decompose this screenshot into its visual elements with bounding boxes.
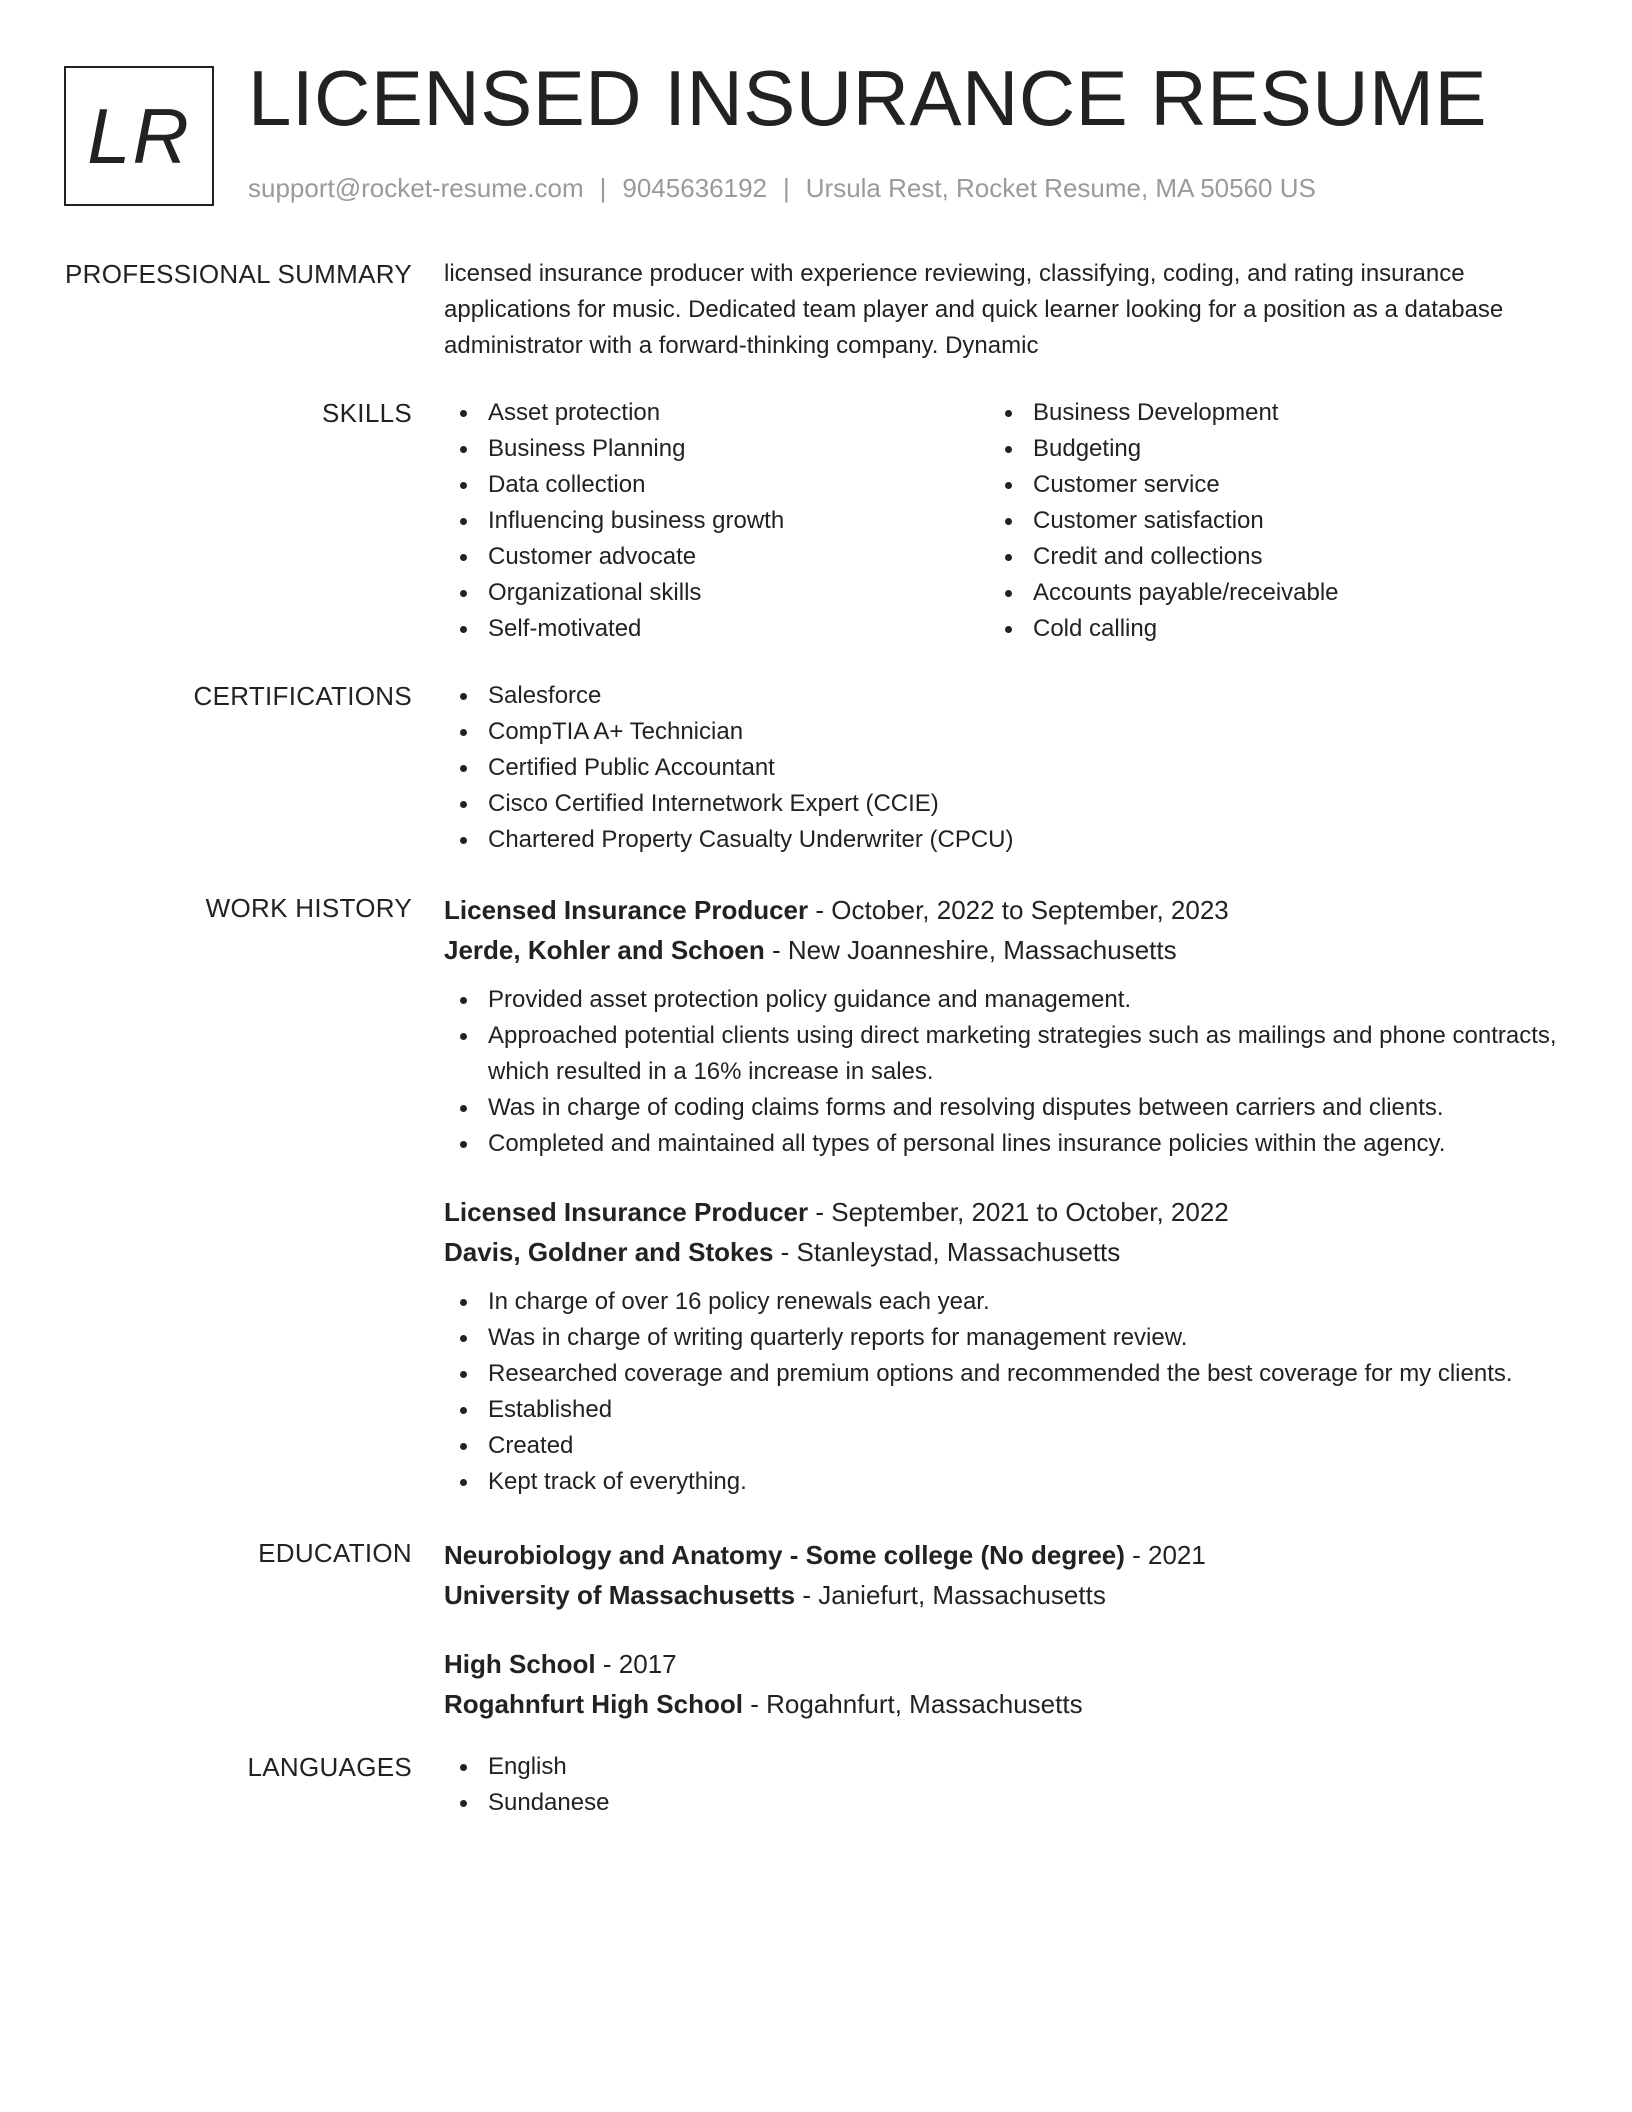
education-school-line: [444, 1575, 1564, 1615]
certification-item: Salesforce: [444, 678, 1564, 714]
contact-line: [248, 173, 1316, 204]
languages-list: [444, 1749, 1564, 1821]
section-label-languages: LANGUAGES: [247, 1752, 412, 1782]
skill-item: Self-motivated: [444, 611, 964, 647]
skill-item: Customer advocate: [444, 539, 964, 575]
skill-item: Business Development: [989, 395, 1509, 431]
education-school: University of Massachusetts: [444, 1580, 796, 1610]
education-location: Rogahnfurt, Massachusetts: [766, 1689, 1083, 1719]
education-year: 2021: [1148, 1540, 1206, 1570]
dash: -: [595, 1649, 619, 1679]
section-label-skills: SKILLS: [322, 398, 412, 428]
job-title: Licensed Insurance Producer: [444, 1197, 809, 1227]
job-bullet: Was in charge of coding claims forms and resolving disputes between carriers and clients.: [444, 1090, 1564, 1126]
section-label-work-history: WORK HISTORY: [205, 893, 412, 923]
certification-item: Chartered Property Casualty Underwriter (CPCU): [444, 822, 1564, 858]
skills-list-left: [444, 395, 964, 647]
skill-item: Customer satisfaction: [989, 503, 1509, 539]
job-bullet: Provided asset protection policy guidance and management.: [444, 982, 1564, 1018]
job-company: Jerde, Kohler and Schoen: [444, 935, 765, 965]
job-bullets: [444, 982, 1564, 1162]
job-location: Stanleystad, Massachusetts: [796, 1237, 1121, 1267]
section-label-certifications: CERTIFICATIONS: [193, 681, 412, 711]
resume-title: LICENSED INSURANCE RESUME: [248, 54, 1488, 142]
skill-item: Cold calling: [989, 611, 1509, 647]
dash: -: [808, 1197, 832, 1227]
skill-item: Data collection: [444, 467, 964, 503]
skills-content: [444, 395, 1564, 655]
certification-item: Certified Public Accountant: [444, 750, 1564, 786]
skill-item: Asset protection: [444, 395, 964, 431]
job-bullet: Completed and maintained all types of personal lines insurance policies within the agency.: [444, 1126, 1564, 1162]
skill-item: Credit and collections: [989, 539, 1509, 575]
job-company: Davis, Goldner and Stokes: [444, 1237, 774, 1267]
dash: -: [795, 1580, 819, 1610]
dash: -: [773, 1237, 797, 1267]
job-bullet: Was in charge of writing quarterly reports for management review.: [444, 1320, 1564, 1356]
job-company-line: [444, 1232, 1564, 1272]
skill-item: Influencing business growth: [444, 503, 964, 539]
job-bullet: In charge of over 16 policy renewals each year.: [444, 1284, 1564, 1320]
work-history-content: [444, 890, 1564, 1500]
skill-item: Customer service: [989, 467, 1509, 503]
education-entry: [444, 1535, 1564, 1615]
job-bullet: Established: [444, 1392, 1564, 1428]
contact-email[interactable]: support@rocket-resume.com: [248, 173, 584, 203]
dash: -: [742, 1689, 767, 1719]
job-title-line: [444, 890, 1564, 930]
education-degree-line: [444, 1535, 1564, 1575]
job-location: New Joanneshire, Massachusetts: [787, 935, 1177, 965]
education-entry: [444, 1644, 1564, 1724]
education-degree: High School: [444, 1649, 596, 1679]
languages-content: [444, 1749, 1564, 1821]
education-content: [444, 1535, 1564, 1724]
language-item: Sundanese: [444, 1785, 1564, 1821]
summary-text-block: [444, 256, 1564, 364]
skill-item: Accounts payable/receivable: [989, 575, 1509, 611]
job-bullet: Created: [444, 1428, 1564, 1464]
job-dates: September, 2021 to October, 2022: [831, 1197, 1229, 1227]
certification-item: CompTIA A+ Technician: [444, 714, 1564, 750]
education-school: Rogahnfurt High School: [444, 1689, 743, 1719]
contact-separator: |: [599, 173, 607, 203]
contact-separator: |: [783, 173, 790, 203]
job-title: Licensed Insurance Producer: [444, 895, 809, 925]
dash: -: [764, 935, 788, 965]
monogram-logo: LR: [64, 66, 214, 206]
certifications-list: [444, 678, 1564, 858]
skill-item: Business Planning: [444, 431, 964, 467]
skill-item: Organizational skills: [444, 575, 964, 611]
education-school-line: [444, 1684, 1564, 1724]
education-degree-line: [444, 1644, 1564, 1684]
language-item: English: [444, 1749, 1564, 1785]
job-bullet: Researched coverage and premium options and recommended the best coverage for my clients.: [444, 1356, 1564, 1392]
skill-item: Budgeting: [989, 431, 1509, 467]
dash: -: [1124, 1540, 1149, 1570]
education-location: Janiefurt, Massachusetts: [818, 1580, 1106, 1610]
job-dates: October, 2022 to September, 2023: [831, 895, 1229, 925]
job-bullet: Kept track of everything.: [444, 1464, 1564, 1500]
section-label-summary: PROFESSIONAL SUMMARY: [65, 259, 412, 289]
job-company-line: [444, 930, 1564, 970]
job-entry: [444, 1192, 1564, 1500]
certifications-content: [444, 678, 1564, 858]
education-year: 2017: [618, 1649, 677, 1679]
education-degree: Neurobiology and Anatomy - Some college (No degree): [444, 1540, 1125, 1570]
skills-list-right: [989, 395, 1509, 647]
contact-phone[interactable]: 9045636192: [622, 173, 767, 203]
job-entry: [444, 890, 1564, 1162]
contact-address: Ursula Rest, Rocket Resume, MA 50560 US: [805, 173, 1316, 203]
section-label-education: EDUCATION: [258, 1538, 412, 1568]
dash: -: [808, 895, 832, 925]
job-bullets: [444, 1284, 1564, 1500]
job-title-line: [444, 1192, 1564, 1232]
certification-item: Cisco Certified Internetwork Expert (CCIE): [444, 786, 1564, 822]
job-bullet: Approached potential clients using direct marketing strategies such as mailings and phone contracts, which resulted in a 16% increase in sales.: [444, 1018, 1564, 1090]
summary-text: licensed insurance producer with experience reviewing, classifying, coding, and rating insurance applications for music. Dedicated team player and quick learner looking for a position as a database administrator with a forward-thinking company. Dynamic: [444, 260, 1504, 359]
